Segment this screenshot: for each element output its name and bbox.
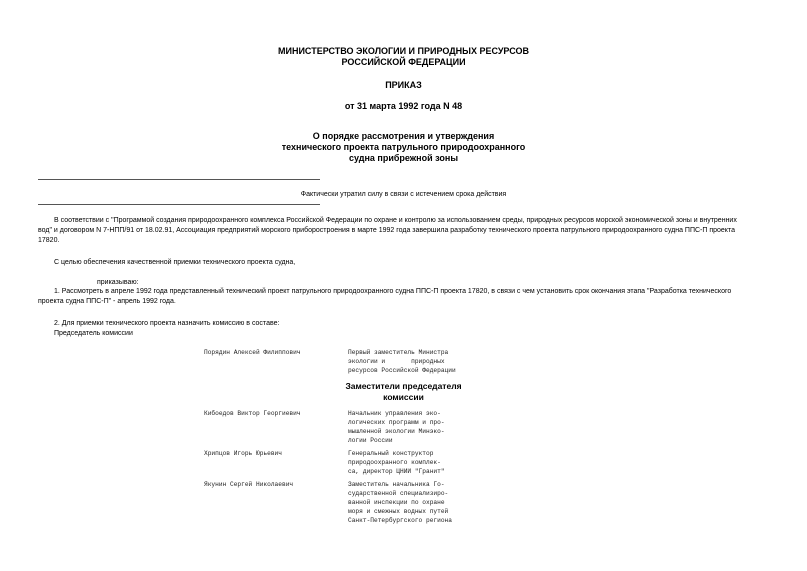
ministry-line-1: МИНИСТЕРСТВО ЭКОЛОГИИ И ПРИРОДНЫХ РЕСУРСОВ [277,46,529,56]
divider-bottom [38,204,320,205]
deputy-name: Хрипцов Игорь Юрьевич [204,450,282,457]
deputy-role: Начальник управления эко- логических программ и про- мышленной экологии Минэко- логии России [348,410,445,444]
item-2: 2. Для приемки технического проекта назначить комиссию в составе: [54,320,280,327]
status-note: Фактически утратил силу в связи с истечением срока действия [300,191,507,198]
document-type: ПРИКАЗ [385,80,422,90]
ministry-line-2: РОССИЙСКОЙ ФЕДЕРАЦИИ [341,57,466,67]
document-title-line-1: О порядке рассмотрения и утверждения [312,131,495,141]
paragraph-1-line-2: вод" и договором N 7-НПП/91 от 18.02.91, Ассоциация предприятий морского приборостроения в марте 1992 года завершила разработку технического проекта патрульного природоохранного судна ППС-П проекта [38,227,735,234]
item-1-line-2: проекта судна ППС-П" - апрель 1992 года. [38,298,176,305]
divider-top [38,179,320,180]
deputies-heading-line-1: Заместители председателя [345,381,462,391]
chair-name: Порядин Алексей Филиппович [204,349,301,356]
paragraph-1-line-1: В соответствии с "Программой создания природоохранного комплекса Российской Федерации по охране и контролю за использованием среды, природных ресурсов морской экономической зоны и внутренних [54,217,737,224]
deputy-name: Якунин Сергей Николаевич [204,481,294,488]
document-title-line-3: судна прибрежной зоны [348,153,459,163]
paragraph-2: С целью обеспечения качественной приемки технического проекта судна, [54,259,296,266]
paragraph-1-line-3: 17820. [38,237,60,244]
deputy-role: Заместитель начальника Го- сударственной специализиро- ванной инспекции по охране моря и смежных водных путей Санкт-Петербургского региона [348,481,452,524]
document-date: от 31 марта 1992 года N 48 [344,101,463,111]
item-1-line-1: 1. Рассмотреть в апреле 1992 года представленный технический проект патрульного природоохранного судна ППС-П проекта 17820, в связи с чем установить срок окончания этапа "Разработка технического [54,288,732,295]
order-word: приказываю: [97,279,139,286]
chair-role: Первый заместитель Министра экологии и природных ресурсов Российской Федерации [348,349,456,374]
document-title-line-2: технического проекта патрульного природоохранного [281,142,526,152]
deputy-name: Кибоедов Виктор Георгиевич [204,410,301,417]
deputies-heading-line-2: комиссии [383,392,424,402]
chair-label: Председатель комиссии [54,330,133,337]
deputy-role: Генеральный конструктор природоохранного комплек- са, директор ЦНИИ "Гранит" [348,450,445,475]
